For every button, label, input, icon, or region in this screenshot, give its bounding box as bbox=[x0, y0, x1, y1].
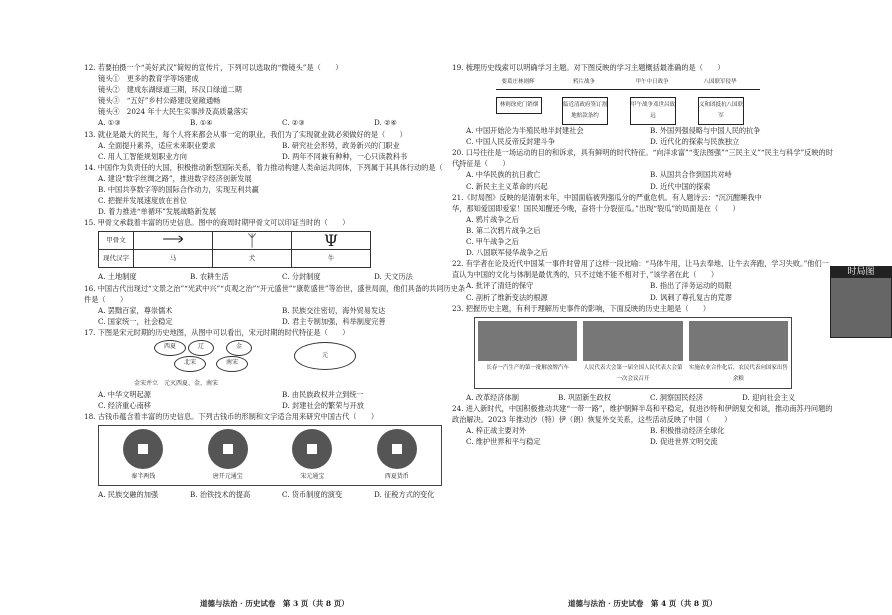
q13-options bbox=[84, 140, 466, 151]
option: D. 近代化的探索与民族独立 bbox=[650, 137, 740, 147]
right-column bbox=[452, 62, 875, 447]
timeline-label: 甲午中日战争 bbox=[635, 79, 669, 86]
option: D. 近代中国的探索 bbox=[650, 181, 711, 191]
diagram-caption: 金宋并立 元灭西夏、金、南宋 bbox=[134, 379, 219, 387]
coin-image bbox=[190, 429, 267, 482]
timeline-box: 甲午战争邓世昌致远 bbox=[630, 97, 676, 125]
q13-options bbox=[84, 151, 466, 162]
q19-options bbox=[452, 136, 834, 147]
coin-image bbox=[359, 429, 436, 482]
q15-stem: 15. 甲骨文承载着丰富的历史信息。图中的商周时期甲骨文可以印证当时的（ ） bbox=[84, 218, 350, 228]
q20-options bbox=[452, 181, 834, 192]
option: C. 分封制度 bbox=[282, 272, 321, 282]
option: C. 洞察国民经济 bbox=[650, 392, 703, 402]
q16-stem: 16. 中国古代出现过“文景之治”“光武中兴”“贞观之治”“开元盛世”“康乾盛世”等治世，盛世局面，他们具备的共同历史条件是（ ） bbox=[84, 283, 466, 304]
history-photo bbox=[478, 321, 577, 385]
option: C. ②③ bbox=[282, 118, 305, 128]
q14-stem: 14. 中国作为负责任的大国，积极推动新型国际关系，着力推动构建人类命运共同体，下列属于其具体行动的是（ ） bbox=[84, 162, 465, 172]
option: B. 民族交往密切，海外贸易发达 bbox=[282, 305, 386, 315]
option: B. 指出了洋务运动的局限 bbox=[650, 281, 732, 291]
option: B. 从国共合作到国共对峙 bbox=[650, 170, 732, 180]
history-photo bbox=[689, 321, 788, 385]
option: D. 八国联军侵华战争之后 bbox=[466, 248, 548, 258]
coin-image bbox=[105, 429, 182, 482]
option: D. 促进世界文明交流 bbox=[650, 437, 718, 447]
diagram-circle: 南宋 bbox=[216, 356, 248, 372]
option: C. 经济重心南移 bbox=[98, 401, 151, 411]
shiju-map-image bbox=[830, 266, 892, 338]
option: D. 迎向社会主义 bbox=[742, 392, 796, 402]
q16-options bbox=[84, 305, 466, 316]
option: D. 着力推进“单循环”发展战略新发展 bbox=[98, 207, 217, 217]
q23-options bbox=[452, 392, 834, 403]
map-title: 时局图 bbox=[831, 267, 891, 278]
page-footer: 道德与法治 · 历史试卷 第 4 页（共 8 页） bbox=[568, 599, 717, 608]
option: D. 讽刺了尊孔复古的荒谬 bbox=[650, 292, 732, 302]
timeline-box: 林则徐虎门销烟 bbox=[496, 97, 542, 114]
q18-options bbox=[84, 489, 466, 500]
q22-options bbox=[452, 292, 834, 303]
coin-caption: 秦半两钱 bbox=[131, 473, 156, 481]
q23-stem: 23. 把握历史主题，有利于理解历史事件的影响，下面反映的历史主题是（ ） bbox=[452, 303, 711, 313]
table-cell: 犬 bbox=[213, 250, 292, 268]
q19-stem: 19. 梳理历史线索可以明确学习主题。对下图反映的学习主题概括最准确的是（ ） bbox=[452, 63, 725, 72]
q15-options bbox=[84, 271, 466, 282]
diagram-circle: 元 bbox=[294, 342, 356, 370]
photo-caption: 长春一汽生产的第一批解放牌汽车 bbox=[486, 364, 569, 371]
page-footer: 道德与法治 · 历史试卷 第 3 页（共 8 页） bbox=[200, 599, 349, 608]
q12-item: 镜头① 更多的教育学等场建成 bbox=[98, 74, 199, 84]
q12-options bbox=[84, 117, 466, 128]
option: A. 梓正战主要对外 bbox=[466, 426, 527, 436]
option: B. 农耕生活 bbox=[190, 272, 229, 282]
q22-stem: 22. 有学者在论及近代中国某一事件时曾用了这样一段比喻：“马体牛用，让马去奉地、让牛去奔跑，学习失败。”他们一直认为中国的文化与体制是最优秀的，只不过她不能不相对于，”该学者在此（ ） bbox=[452, 259, 829, 280]
photo-caption: 人民代表大会第一届全国人民代表大会第一次会议召开 bbox=[583, 364, 683, 382]
q18-stem: 18. 古钱币蕴含着丰富的历史信息。下列古钱币的形制和文字适合用来研究中国古代（ ） bbox=[84, 412, 379, 422]
q21-stem: 21.《时局图》反映的是清朝末年，中国面临被列强瓜分的严重危机。有人题诗云：“沉沉酣睡我中华，那知爱国即爱家！国民知醒还今晚，奋将十分裂征瓜。”出现“裂瓜”的局面是在（ ） bbox=[452, 192, 762, 213]
oracle-glyph: 𐃘 bbox=[134, 232, 213, 250]
option: B. 第二次鸦片战争之后 bbox=[466, 225, 541, 235]
diagram-circle: 北宋 bbox=[174, 356, 206, 372]
diagram-circle: 辽 bbox=[188, 340, 214, 356]
q19-timeline bbox=[496, 75, 764, 123]
option: A. 土地制度 bbox=[98, 272, 137, 282]
option: B. 积极推动经济全球化 bbox=[650, 426, 725, 436]
option: D. 天文历法 bbox=[374, 272, 413, 282]
coin-caption: 唐开元通宝 bbox=[212, 473, 243, 481]
option: A. 民族交融的加强 bbox=[98, 490, 159, 500]
table-cell: 马 bbox=[134, 250, 213, 268]
option: C. 甲午战争之后 bbox=[466, 237, 519, 247]
option: C. 剖析了维新变法的根源 bbox=[466, 292, 548, 302]
option: B. 由民族政权并立到统一 bbox=[282, 390, 364, 400]
option: D. 君主专制加强，科举制度完善 bbox=[282, 316, 386, 326]
q12-stem: 12. 若要拍摄一个“美好武汉”简短的宣传片，下列可以选取的“微镜头”是（ ） bbox=[84, 63, 343, 72]
q24-options bbox=[452, 425, 834, 436]
option: C. 把握并发展速度放在首位 bbox=[98, 196, 187, 206]
q17-stem: 17. 下图是宋元时期的历史地图，从图中可以看出，宋元时期的时代特征是（ ） bbox=[84, 327, 350, 337]
option: A. ①③ bbox=[98, 118, 121, 128]
q22-options bbox=[452, 280, 834, 291]
table-header: 甲骨文 bbox=[99, 232, 134, 250]
timeline-label: 要葛庄林则辉 bbox=[501, 79, 535, 86]
option: A. 罢黜百家，尊崇儒术 bbox=[98, 305, 173, 315]
q17-options bbox=[84, 400, 466, 411]
option: D. ②④ bbox=[374, 118, 397, 128]
song-yuan-diagram bbox=[154, 340, 384, 376]
option: B. 外国列强侵略与中国人民的抗争 bbox=[650, 126, 761, 136]
option: C. 维护世界和平与稳定 bbox=[466, 437, 541, 447]
option: B. 巩固新生政权 bbox=[558, 392, 611, 402]
oracle-bone-table bbox=[98, 231, 371, 268]
timeline-label: 八国联军侵华 bbox=[703, 79, 737, 86]
q24-options bbox=[452, 436, 834, 447]
coin-caption: 西夏货币 bbox=[384, 473, 409, 481]
diagram-circle: 金 bbox=[226, 340, 252, 356]
coin-image bbox=[274, 429, 351, 482]
option: D. 两年不同兼有种种，一心只读教科书 bbox=[282, 151, 408, 161]
oracle-glyph: ᛉ bbox=[213, 232, 292, 250]
option: A. 全面提升素养，适应未来职业要求 bbox=[98, 140, 216, 150]
option: C. 中国人民反帝反封建斗争 bbox=[466, 137, 555, 147]
timeline-label: 鸦片战争 bbox=[572, 79, 595, 86]
table-label: 现代汉字 bbox=[99, 250, 134, 268]
oracle-glyph: Ψ bbox=[292, 232, 371, 250]
option: C. 国家统一，社会稳定 bbox=[98, 316, 173, 326]
option: B. ①④ bbox=[190, 118, 213, 128]
q23-photos bbox=[474, 317, 792, 389]
option: A. 中国开始沦为半殖民地半封建社会 bbox=[466, 126, 584, 136]
timeline-box: 义和团抵抗八国联军 bbox=[698, 97, 744, 125]
option: A. 鸦片战争之后 bbox=[466, 214, 519, 224]
q20-stem: 20. 口号往往是一场运动的目的和诉求，具有鲜明的时代特征。“向洋求富”“变法图强”“三民主义”“民主与科学”反映的时代特征是（ ） bbox=[452, 148, 833, 169]
option: A. 中华文明起源 bbox=[98, 390, 151, 400]
option: A. 改革经济体制 bbox=[466, 392, 519, 402]
option: A. 中华民族的抗日救亡 bbox=[466, 170, 541, 180]
option: C. 用人工智能规划职业方向 bbox=[98, 151, 187, 161]
option: A. 批评了清廷的保守 bbox=[466, 281, 534, 291]
option: D. 封建社会的繁荣与开放 bbox=[282, 401, 364, 411]
q12-item: 镜头② 建成东湖绿道三期，环汉口绿道二期 bbox=[98, 85, 242, 95]
table-cell: 牛 bbox=[292, 250, 371, 268]
diagram-circle: 西夏 bbox=[154, 340, 186, 356]
q12-item: 镜头③ “五好”乡村公路建设宽敞通畅 bbox=[98, 96, 221, 106]
coin-caption: 宋元通宝 bbox=[300, 473, 325, 481]
option: C. 新民主主义革命的兴起 bbox=[466, 181, 548, 191]
q24-stem: 24. 进入新时代，中国积极推动共建“一带一路”，维护朝鲜半岛和平稳定，促进沙特和伊朗复交和谈，推动南苏丹问题的政治解决。2023 年推动沙（特）伊（朗）恢复外交关系，这些活动反映了中国（ ） bbox=[452, 403, 833, 425]
left-column bbox=[84, 62, 466, 501]
timeline-box: 临近清政府签订割地赔款条约 bbox=[562, 97, 608, 125]
option: B. 治铁技术的提高 bbox=[190, 490, 251, 500]
option: D. 征税方式的变化 bbox=[374, 490, 435, 500]
q13-stem: 13. 就业是最大的民生，每个人将来都会从事一定的职业，我们为了实现就业就必须做好的是（ ） bbox=[84, 129, 407, 139]
option: A. 建设“数字丝绸之路”，推进数字经济创新发展 bbox=[98, 173, 252, 183]
option: B. 中国共享数字等的国际合作动力，实现互利共赢 bbox=[98, 185, 259, 195]
q12-item: 镜头④ 2024 年十大民生实事涉及高质量落实 bbox=[98, 107, 248, 117]
option: B. 研究社会形势，政务新兴的门职业 bbox=[282, 140, 400, 150]
q20-options bbox=[452, 169, 834, 180]
photo-caption: 实施农业合作化后，农民代表向国家出售余粮 bbox=[688, 364, 788, 382]
coin-images bbox=[98, 425, 442, 486]
history-photo bbox=[583, 321, 682, 385]
q19-options bbox=[452, 125, 834, 136]
option: C. 货币制度的演变 bbox=[282, 490, 343, 500]
q17-options bbox=[84, 389, 466, 400]
q16-options bbox=[84, 316, 466, 327]
